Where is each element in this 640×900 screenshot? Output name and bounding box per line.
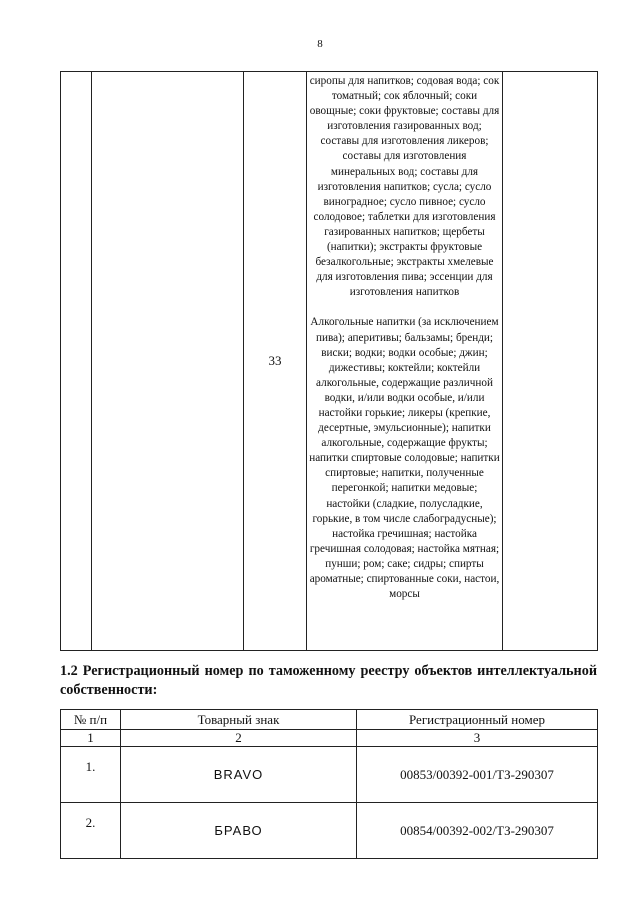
registry-column-index-row xyxy=(61,730,598,747)
row-number: 2. xyxy=(61,803,121,859)
header-number: № п/п xyxy=(61,710,121,730)
goods-paragraph: Алкогольные напитки (за исключением пива); аперитивы; бальзамы; бренди; виски; водки; водки особые; джин; дижестивы; коктейли; коктейли алкогольные, содержащие различной водки, и/или водки особые, и/или настойки горькие; ликеры (крепкие, десертные, эмульсионные); напитки алкогольные, содержащие фрукты; напитки спиртовые солодовые; напитки спиртовые; напитки, полученные перегонкой; напитки медовые; настойки (сладкие, полусладкие, горькие, в том числе слабоградусные); настойка гречишная; настойка гречишная солодовая; настойка мятная; пунши; ром; саке; сидры; спирты ароматные; спиртованные соки, настои, морсы xyxy=(309,316,500,601)
header-reg-number: Регистрационный номер xyxy=(357,710,598,730)
goods-cell-notes xyxy=(503,72,598,651)
table-row xyxy=(61,747,598,803)
registry-header-row xyxy=(61,710,598,730)
goods-table-row xyxy=(61,72,598,651)
column-index: 1 xyxy=(61,730,121,747)
registry-table xyxy=(60,709,598,859)
column-index: 2 xyxy=(121,730,357,747)
registration-number: 00853/00392-001/ТЗ-290307 xyxy=(357,747,598,803)
column-index: 3 xyxy=(357,730,598,747)
section-heading: 1.2 Регистрационный номер по таможенному реестру объектов интеллектуальной собственности: xyxy=(60,663,597,698)
goods-cell-index xyxy=(61,72,92,651)
goods-class-number: 33 xyxy=(244,72,307,651)
table-row xyxy=(61,803,598,859)
row-number: 1. xyxy=(61,747,121,803)
registration-number: 00854/00392-002/ТЗ-290307 xyxy=(357,803,598,859)
goods-paragraph: сиропы для напитков; содовая вода; сок томатный; сок яблочный; соки овощные; соки фруктовые; составы для изготовления газированных вод; составы для изготовления ликеров; составы для изготовления минеральных вод; составы для изготовления напитков; сусла; сусло виноградное; сусло пивное; сусло солодовое; таблетки для изготовления газированных напитков; щербеты (напитки); экстракты фруктовые безалкогольные; экстракты хмелевые для изготовления пива; эссенции для изготовления напитков xyxy=(309,75,500,299)
goods-list xyxy=(307,72,503,651)
page-number: 8 xyxy=(317,38,323,50)
header-trademark: Товарный знак xyxy=(121,710,357,730)
goods-cell-trademark xyxy=(92,72,244,651)
trademark-logo: БРАВО xyxy=(121,803,357,859)
trademark-logo: BRAVO xyxy=(121,747,357,803)
goods-table xyxy=(60,71,598,651)
